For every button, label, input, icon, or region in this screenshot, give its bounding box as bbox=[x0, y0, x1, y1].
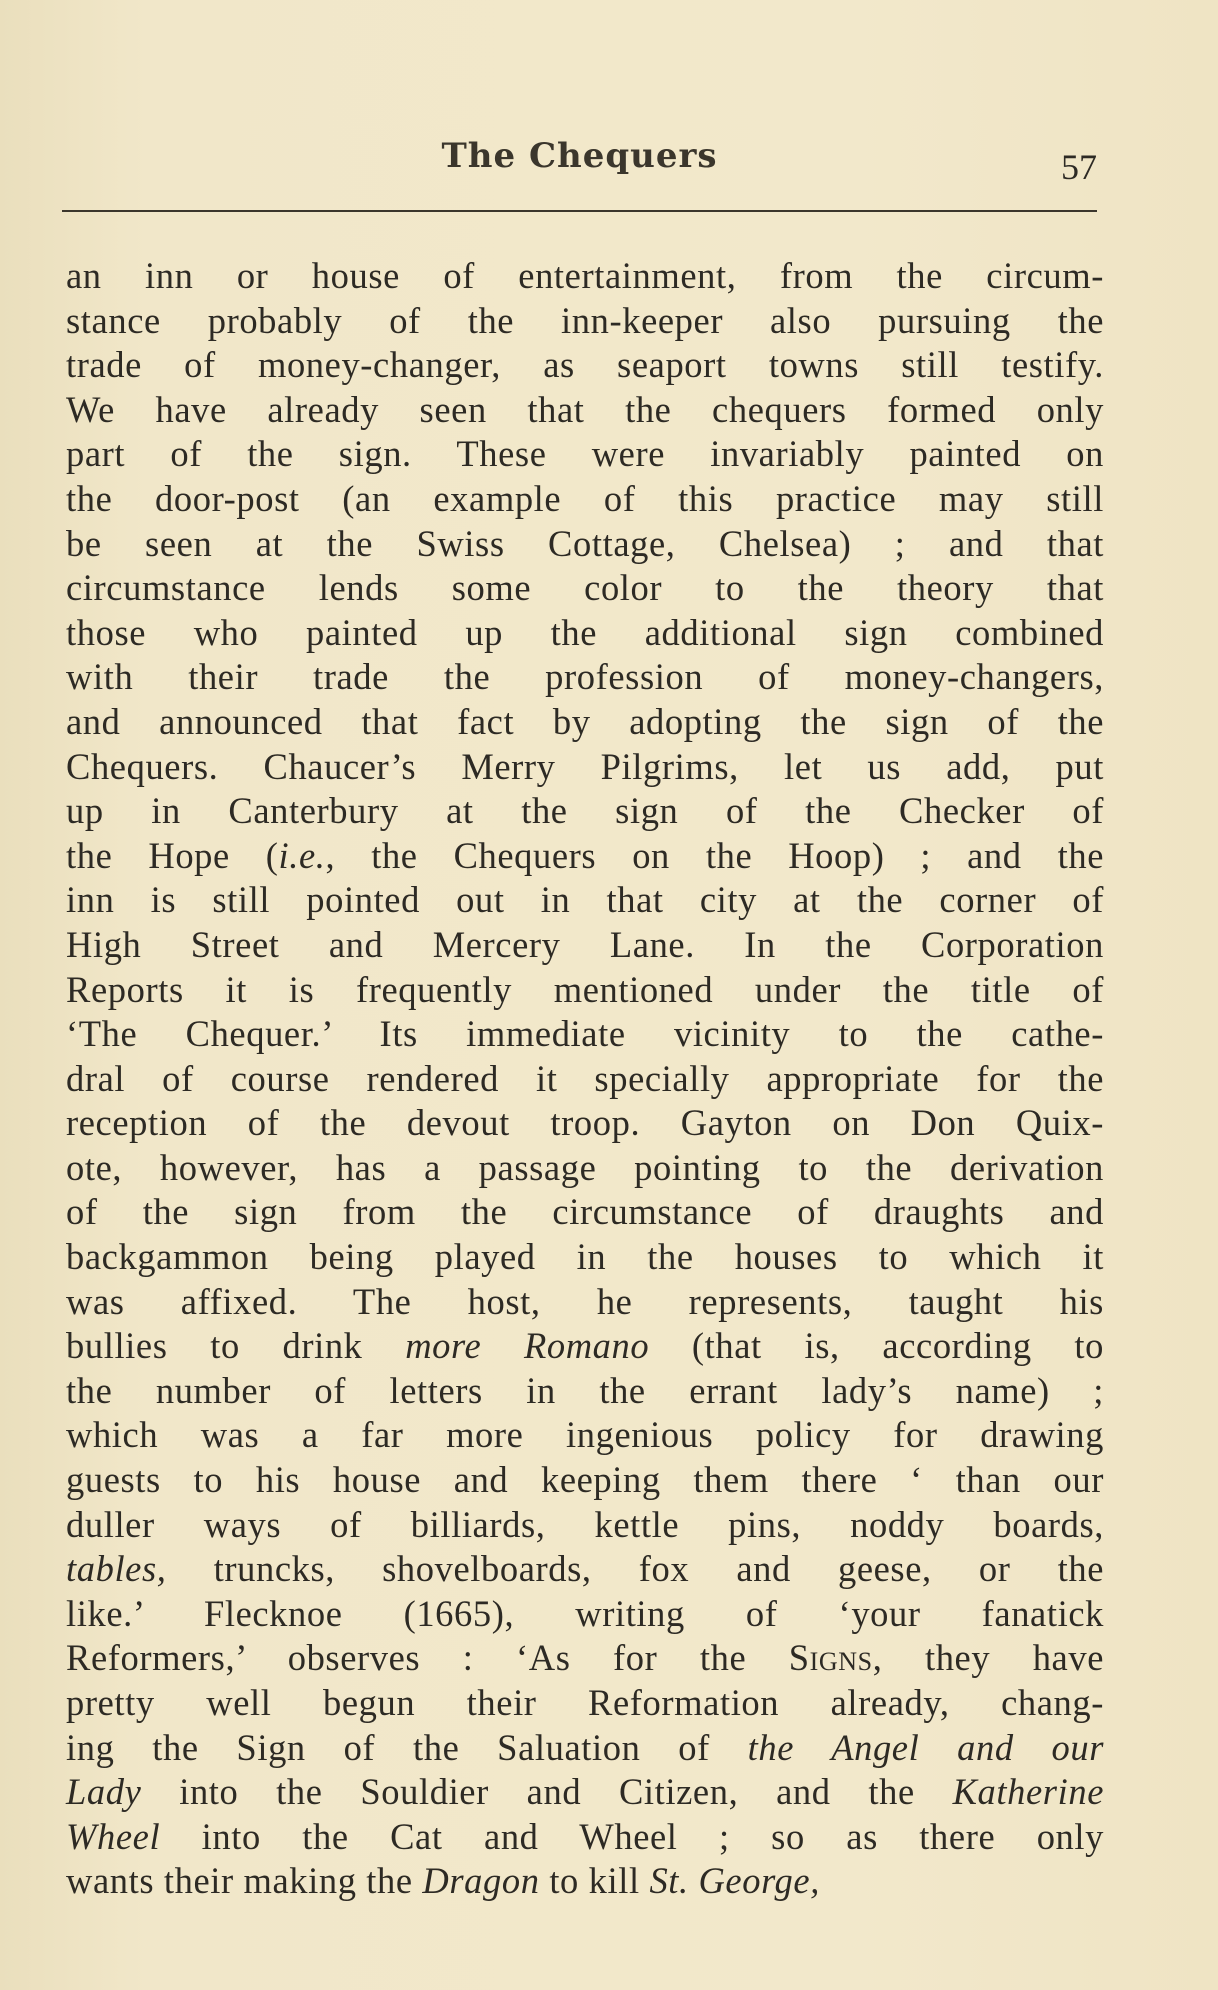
text-segment: (that is, according to bbox=[649, 1325, 1104, 1367]
italic-text: Katherine bbox=[952, 1771, 1104, 1813]
italic-text: Dragon bbox=[422, 1860, 540, 1902]
body-text bbox=[66, 254, 1104, 1904]
text-line bbox=[66, 1280, 1104, 1325]
text-segment: trade of money-changer, as seaport towns still testify. bbox=[66, 344, 1104, 386]
text-line bbox=[66, 1503, 1104, 1548]
text-line bbox=[66, 388, 1104, 433]
text-line bbox=[66, 1413, 1104, 1458]
text-segment: wants their making the bbox=[66, 1860, 423, 1902]
italic-text: Wheel bbox=[66, 1815, 161, 1857]
text-line bbox=[66, 343, 1104, 388]
text-line bbox=[66, 1458, 1104, 1503]
text-line bbox=[66, 1369, 1104, 1414]
text-segment: guests to his house and keeping them there ‘ than our bbox=[66, 1459, 1104, 1501]
text-segment: and announced that fact by adopting the sign of the bbox=[66, 700, 1104, 742]
text-line bbox=[66, 1770, 1104, 1815]
text-segment: of the sign from the circumstance of draughts and bbox=[66, 1191, 1104, 1233]
italic-text: more Romano bbox=[405, 1325, 650, 1367]
text-segment: up in Canterbury at the sign of the Checker of bbox=[66, 790, 1104, 832]
text-segment: into the Souldier and Citizen, and the bbox=[141, 1771, 953, 1813]
text-line bbox=[66, 1681, 1104, 1726]
text-segment: truncks, shovelboards, fox and geese, or the bbox=[166, 1548, 1104, 1590]
text-segment: , the Chequers on the Hoop) ; and the bbox=[325, 834, 1104, 876]
text-line bbox=[66, 1815, 1104, 1860]
text-segment: circumstance lends some color to the theory that bbox=[66, 567, 1104, 609]
text-line bbox=[66, 432, 1104, 477]
text-segment: to kill bbox=[539, 1860, 650, 1902]
italic-text: tables, bbox=[66, 1548, 167, 1590]
text-segment: like.’ Flecknoe (1665), writing of ‘your fanatick bbox=[66, 1592, 1104, 1634]
text-segment: those who painted up the additional sign combined bbox=[66, 611, 1104, 653]
text-line bbox=[66, 968, 1104, 1013]
text-segment: ing the Sign of the Saluation of bbox=[66, 1726, 748, 1768]
text-line bbox=[66, 655, 1104, 700]
text-segment: part of the sign. These were invariably painted on bbox=[66, 433, 1104, 475]
italic-text: St. George, bbox=[649, 1860, 820, 1902]
text-segment: was affixed. The host, he represents, taught his bbox=[66, 1280, 1104, 1322]
text-line bbox=[66, 1057, 1104, 1102]
text-segment: reception of the devout troop. Gayton on Don Quix- bbox=[66, 1102, 1104, 1144]
text-segment: backgammon being played in the houses to which it bbox=[66, 1236, 1104, 1278]
text-segment: High Street and Mercery Lane. In the Corporation bbox=[66, 923, 1104, 965]
text-line bbox=[66, 1012, 1104, 1057]
text-segment: with their trade the profession of money-changers, bbox=[66, 656, 1104, 698]
small-caps-text: Signs bbox=[788, 1637, 873, 1679]
italic-text: i.e. bbox=[278, 834, 326, 876]
text-segment: the Hope ( bbox=[66, 834, 279, 876]
text-line bbox=[66, 878, 1104, 923]
text-line bbox=[66, 700, 1104, 745]
text-line bbox=[66, 299, 1104, 344]
text-line bbox=[66, 522, 1104, 567]
text-segment: inn is still pointed out in that city at the corner of bbox=[66, 879, 1104, 921]
text-line bbox=[66, 566, 1104, 611]
text-line bbox=[66, 611, 1104, 656]
text-segment: the number of letters in the errant lady’s name) ; bbox=[66, 1369, 1104, 1411]
text-segment: , they have bbox=[872, 1637, 1104, 1679]
header-rule bbox=[62, 210, 1097, 212]
text-line bbox=[66, 1235, 1104, 1280]
text-segment: into the Cat and Wheel ; so as there only bbox=[160, 1815, 1104, 1857]
text-line bbox=[66, 254, 1104, 299]
text-segment: We have already seen that the chequers formed only bbox=[66, 388, 1104, 430]
text-line bbox=[66, 923, 1104, 968]
text-segment: dral of course rendered it specially appropriate for the bbox=[66, 1057, 1104, 1099]
text-line bbox=[66, 1636, 1104, 1681]
text-segment: ‘The Chequer.’ Its immediate vicinity to the cathe- bbox=[66, 1013, 1104, 1055]
text-line bbox=[66, 1324, 1104, 1369]
text-line bbox=[66, 745, 1104, 790]
text-line bbox=[66, 1859, 1104, 1904]
text-segment: bullies to drink bbox=[66, 1325, 406, 1367]
text-segment: an inn or house of entertainment, from the circum- bbox=[66, 255, 1104, 296]
text-segment: which was a far more ingenious policy for drawing bbox=[66, 1414, 1104, 1456]
text-segment: pretty well begun their Reformation already, chang- bbox=[66, 1682, 1104, 1723]
text-segment: the door-post (an example of this practice may still bbox=[66, 477, 1104, 519]
text-line bbox=[66, 1101, 1104, 1146]
text-segment: duller ways of billiards, kettle pins, noddy boards, bbox=[66, 1503, 1104, 1545]
text-segment: Reports it is frequently mentioned under the title of bbox=[66, 968, 1104, 1010]
text-line bbox=[66, 1592, 1104, 1637]
italic-text: Lady bbox=[66, 1771, 142, 1813]
text-segment: ote, however, has a passage pointing to the derivation bbox=[66, 1146, 1104, 1188]
running-title: The Chequers bbox=[441, 136, 718, 176]
text-line bbox=[66, 834, 1104, 879]
text-line bbox=[66, 477, 1104, 522]
text-line bbox=[66, 1726, 1104, 1771]
running-head bbox=[62, 126, 1097, 196]
text-line bbox=[66, 789, 1104, 834]
text-segment: be seen at the Swiss Cottage, Chelsea) ; and that bbox=[66, 522, 1104, 564]
text-line bbox=[66, 1547, 1104, 1592]
text-segment: Reformers,’ observes : ‘As for the bbox=[66, 1637, 789, 1679]
text-segment: stance probably of the inn-keeper also pursuing the bbox=[66, 299, 1104, 341]
page-number: 57 bbox=[1061, 147, 1097, 187]
italic-text: the Angel and our bbox=[747, 1726, 1104, 1768]
text-segment: Chequers. Chaucer’s Merry Pilgrims, let us add, put bbox=[66, 745, 1104, 787]
text-line bbox=[66, 1190, 1104, 1235]
text-line bbox=[66, 1146, 1104, 1191]
